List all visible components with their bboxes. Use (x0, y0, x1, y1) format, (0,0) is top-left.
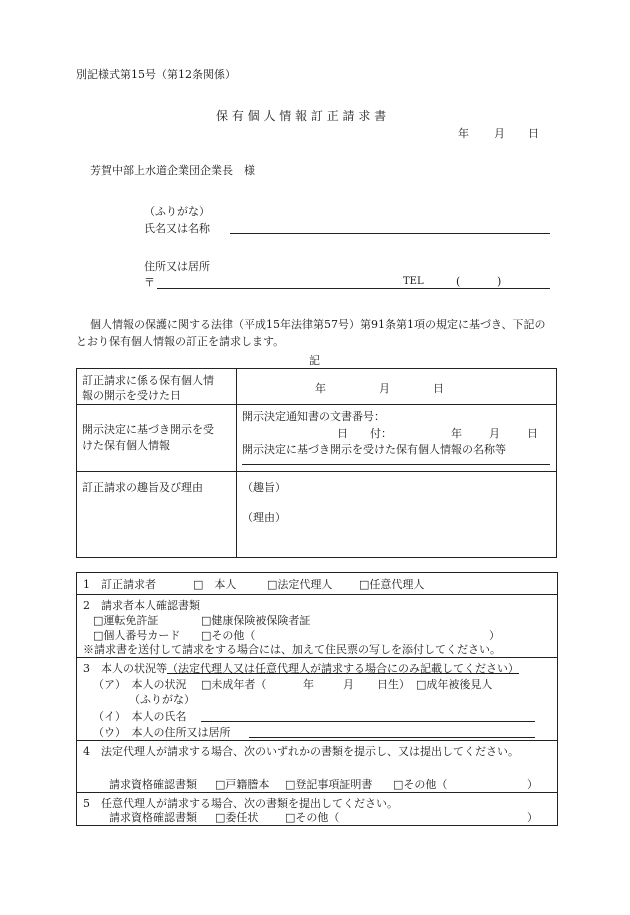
form-number: 別記様式第15号（第12条関係） (76, 68, 236, 81)
notice-day-label: 日 (527, 427, 538, 440)
checkbox-koseki[interactable]: □戸籍謄本 (215, 778, 270, 791)
name-label: 氏名又は名称 (144, 222, 210, 235)
divider (77, 792, 557, 793)
date-month-label: 月 (494, 127, 505, 140)
disclosed-info-label-a: 開示決定に基づき開示を受 (82, 423, 214, 436)
disclosure-date-cell[interactable] (237, 369, 557, 405)
person-name-field[interactable] (201, 721, 535, 722)
person-address-field[interactable] (249, 737, 535, 738)
date-year-label: 年 (458, 127, 469, 140)
minor-birth-day-label: 日生） (377, 678, 410, 691)
divider (77, 657, 557, 658)
person-address-label: （ウ） 本人の住所又は居所 (93, 726, 231, 739)
checkbox-minor[interactable]: □未成年者（ (201, 678, 267, 691)
minor-birth-month-label: 月 (343, 678, 354, 691)
disclosure-date-label-a: 訂正請求に係る保有個人情 (82, 374, 214, 387)
checkbox-registry-cert[interactable]: □登記事項証明書 (285, 778, 373, 791)
purpose-reason-cell[interactable] (237, 472, 557, 558)
voluntary-docs-label: 請求資格確認書類 (109, 811, 197, 824)
date-day-label: 日 (528, 127, 539, 140)
person-furigana-label: （ふりがな） (129, 693, 195, 706)
checkbox-voluntary-agent[interactable]: □任意代理人 (359, 578, 425, 591)
disclosure-day-label: 日 (433, 382, 444, 395)
disclosure-year-label: 年 (315, 382, 326, 395)
person-status-label: （ア） 本人の状況 (93, 678, 187, 691)
disclosure-date-label-cell (77, 369, 237, 405)
correction-details-table (76, 368, 557, 558)
furigana-label: （ふりがな） (144, 205, 210, 218)
checkbox-power-of-attorney[interactable]: □委任状 (215, 811, 259, 824)
section3-title-prefix: 3 本人の状況等 (83, 662, 167, 675)
tel-close: ) (497, 275, 502, 288)
tel-open: ( (456, 275, 461, 288)
disclosed-info-name-field[interactable] (242, 464, 550, 465)
disclosure-month-label: 月 (379, 382, 390, 395)
section3-title-note: （法定代理人又は任意代理人が請求する場合にのみ記載してください） (167, 662, 519, 675)
purpose-reason-label-cell (77, 472, 237, 558)
ki-label: 記 (309, 354, 320, 367)
page-title: 保 有 個 人 情 報 訂 正 請 求 書 (216, 109, 387, 123)
notice-month-label: 月 (489, 427, 500, 440)
checkbox-other-id[interactable]: □その他（ (201, 629, 256, 642)
disclosure-date-label-b: 報の開示を受けた日 (82, 389, 181, 402)
disclosed-info-label-b: けた保有個人情報 (82, 439, 170, 452)
checkbox-voluntary-other[interactable]: □その他（ (285, 811, 340, 824)
legal-docs-label: 請求資格確認書類 (109, 778, 197, 791)
notice-date-label: 日 付： (337, 427, 392, 440)
disclosed-info-cell[interactable] (237, 405, 557, 472)
divider (77, 594, 557, 595)
tel-label: TEL (403, 276, 424, 287)
person-name-label: （イ） 本人の氏名 (93, 710, 187, 723)
section1-title: 1 訂正請求者 (83, 578, 156, 591)
divider (77, 740, 557, 741)
purpose-reason-label: 訂正請求の趣旨及び理由 (82, 481, 203, 494)
body-line-2: とおり保有個人情報の訂正を請求します。 (76, 335, 285, 348)
address-label: 住所又は居所 (144, 260, 210, 273)
body-line-1: 個人情報の保護に関する法律（平成15年法律第57号）第91条第1項の規定に基づき、下記の (90, 318, 546, 331)
checkbox-health-insurance[interactable]: □健康保険被保険者証 (201, 614, 311, 627)
section5-title: 5 任意代理人が請求する場合、次の書類を提出してください。 (83, 797, 398, 810)
name-field[interactable] (230, 233, 550, 234)
postal-mark: 〒 (144, 276, 155, 289)
minor-birth-year-label: 年 (303, 678, 314, 691)
disclosed-info-label-cell (77, 405, 237, 472)
requester-status-box (76, 572, 558, 826)
disclosed-info-name-label: 開示決定に基づき開示を受けた保有個人情報の名称等 (242, 443, 506, 456)
voluntary-other-close: ） (527, 811, 538, 824)
address-field[interactable] (157, 288, 550, 289)
legal-other-close: ） (527, 778, 538, 791)
section3-title (83, 660, 519, 676)
purpose-label: （趣旨） (242, 481, 286, 494)
checkbox-legal-other[interactable]: □その他（ (393, 778, 448, 791)
section4-title: 4 法定代理人が請求する場合、次のいずれかの書類を提示し、又は提出してください。 (83, 745, 519, 758)
other-id-close: ） (489, 629, 500, 642)
checkbox-mynumber-card[interactable]: □個人番号カード (93, 629, 181, 642)
notice-year-label: 年 (451, 427, 462, 440)
section2-title: 2 請求者本人確認書類 (83, 599, 200, 612)
checkbox-legal-agent[interactable]: □法定代理人 (267, 578, 333, 591)
recipient: 芳賀中部上水道企業団企業長 様 (90, 164, 255, 177)
checkbox-drivers-license[interactable]: □運転免許証 (93, 614, 159, 627)
doc-number-label: 開示決定通知書の文書番号： (242, 410, 385, 423)
mail-request-note: ※請求書を送付して請求をする場合には、加えて住民票の写しを添付してください。 (83, 643, 501, 656)
checkbox-adult-ward[interactable]: □成年被後見人 (416, 678, 493, 691)
reason-label: （理由） (242, 511, 286, 524)
checkbox-self[interactable]: □ 本人 (193, 578, 237, 591)
